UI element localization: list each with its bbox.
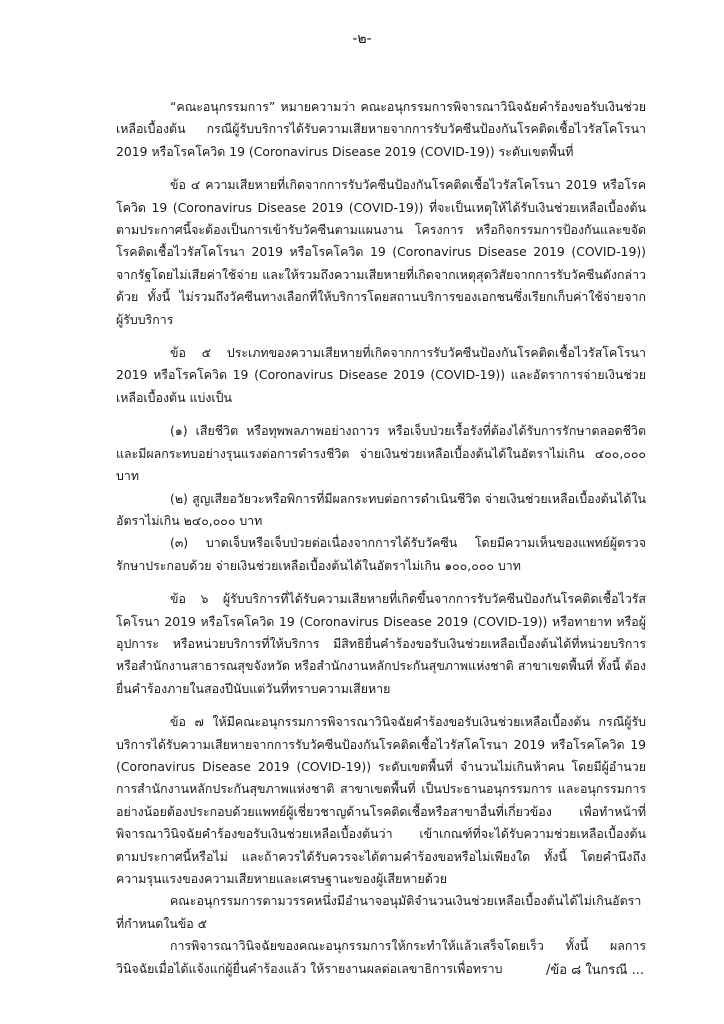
definition-paragraph: “คณะอนุกรรมการ” หมายความว่า คณะอนุกรรมการพิจารณาวินิจฉัยคำร้องขอรับเงินช่วยเหลือเบื้องต้น กรณีผู้รับบริการได้รับความเสียหายจากการรับวัคซีนป้องกันโรคติดเชื้อไวรัสโคโรนา 2019 หรือโรคโควิด 19 (Coronavirus Disease 2019 (COVID-19)) ระดับเขตพื้นที่: [116, 99, 646, 159]
clause-6: ข้อ ๖ ผู้รับบริการที่ได้รับความเสียหายที่เกิดขึ้นจากการรับวัคซีนป้องกันโรคติดเชื้อไวรัสโคโรนา 2019 หรือโรคโควิด 19 (Coronavirus Disease 2019 (COVID-19)) หรือทายาท หรือผู้อุปการะ หรือหน่วยบริการที่ให้บริการ มีสิทธิยื่นคำร้องขอรับเงินช่วยเหลือเบื้องต้นได้ที่หน่วยบริการ หรือสำนักงานสาธารณสุขจังหวัด หรือสำนักงานหลักประกันสุขภาพแห่งชาติ สาขาเขตพื้นที่ ทั้งนี้ ต้องยื่นคำร้องภายในสองปีนับแต่วันที่ทราบความเสียหาย: [116, 591, 646, 696]
clause-5: ข้อ ๕ ประเภทของความเสียหายที่เกิดจากการรับวัคซีนป้องกันโรคติดเชื้อไวรัสโคโรนา 2019 หรือโรคโควิด 19 (Coronavirus Disease 2019 (COVID-19)) และอัตราการจ่ายเงินช่วยเหลือเบื้องต้น แบ่งเป็น: [116, 345, 646, 405]
clause-5-item-2: (๒) สูญเสียอวัยวะหรือพิการที่มีผลกระทบต่อการดำเนินชีวิต จ่ายเงินช่วยเหลือเบื้องต้นได้ในอัตราไม่เกิน ๒๔๐,๐๐๐ บาท: [116, 490, 646, 528]
clause-7-paragraph-3: การพิจารณาวินิจฉัยของคณะอนุกรรมการให้กระทำให้แล้วเสร็จโดยเร็ว ทั้งนี้ ผลการวินิจฉัยเมื่อได้แจ้งแก่ผู้ยื่นคำร้องแล้ว ให้รายงานผลต่อเลขาธิการเพื่อทราบ: [116, 938, 646, 976]
clause-5-item-3: (๓) บาดเจ็บหรือเจ็บป่วยต่อเนื่องจากการได้รับวัคซีน โดยมีความเห็นของแพทย์ผู้ตรวจรักษาประกอบด้วย จ่ายเงินช่วยเหลือเบื้องต้นได้ในอัตราไม่เกิน ๑๐๐,๐๐๐ บาท: [116, 535, 646, 573]
document-body: [116, 96, 646, 980]
clause-7: ข้อ ๗ ให้มีคณะอนุกรรมการพิจารณาวินิจฉัยคำร้องขอรับเงินช่วยเหลือเบื้องต้น กรณีผู้รับบริการได้รับความเสียหายจากการรับวัคซีนป้องกันโรคติดเชื้อไวรัสโคโรนา 2019 หรือโรคโควิด 19 (Coronavirus Disease 2019 (COVID-19)) ระดับเขตพื้นที่ จำนวนไม่เกินห้าคน โดยมีผู้อำนวยการสำนักงานหลักประกันสุขภาพแห่งชาติ สาขาเขตพื้นที่ เป็นประธานอนุกรรมการ และอนุกรรมการอย่างน้อยต้องประกอบด้วยแพทย์ผู้เชี่ยวชาญด้านโรคติดเชื้อหรือสาขาอื่นที่เกี่ยวข้อง เพื่อทำหน้าที่พิจารณาวินิจฉัยคำร้องขอรับเงินช่วยเหลือเบื้องต้นว่า เข้าเกณฑ์ที่จะได้รับความช่วยเหลือเบื้องต้นตามประกาศนี้หรือไม่ และถ้าควรได้รับควรจะได้ตามคำร้องขอหรือไม่เพียงใด ทั้งนี้ โดยคำนึงถึงความรุนแรงของความเสียหายและเศรษฐานะของผู้เสียหายด้วย: [116, 714, 646, 886]
clause-4: ข้อ ๔ ความเสียหายที่เกิดจากการรับวัคซีนป้องกันโรคติดเชื้อไวรัสโคโรนา 2019 หรือโรคโควิด 19 (Coronavirus Disease 2019 (COVID-19)) ที่จะเป็นเหตุให้ได้รับเงินช่วยเหลือเบื้องต้นตามประกาศนี้จะต้องเป็นการเข้ารับวัคซีนตามแผนงาน โครงการ หรือกิจกรรมการป้องกันและขจัดโรคติดเชื้อไวรัสโคโรนา 2019 หรือโรคโควิด 19 (Coronavirus Disease 2019 (COVID-19)) จากรัฐโดยไม่เสียค่าใช้จ่าย และให้รวมถึงความเสียหายที่เกิดจากเหตุสุดวิสัยจากการรับวัคซีนดังกล่าวด้วย ทั้งนี้ ไม่รวมถึงวัคซีนทางเลือกที่ให้บริการโดยสถานบริการของเอกชนซึ่งเรียกเก็บค่าใช้จ่ายจากผู้รับบริการ: [116, 177, 646, 327]
clause-7-paragraph-2: คณะอนุกรรมการตามวรรคหนึ่งมีอำนาจอนุมัติจำนวนเงินช่วยเหลือเบื้องต้นได้ไม่เกินอัตราที่กำหนดในข้อ ๕: [116, 893, 642, 931]
continuation-note: /ข้อ ๘ ในกรณี ...: [545, 963, 644, 978]
clause-5-item-1: (๑) เสียชีวิต หรือทุพพลภาพอย่างถาวร หรือเจ็บป่วยเรื้อรังที่ต้องได้รับการรักษาตลอดชีวิต และมีผลกระทบอย่างรุนแรงต่อการดำรงชีวิต จ่ายเงินช่วยเหลือเบื้องต้นได้ในอัตราไม่เกิน ๔๐๐,๐๐๐ บาท: [116, 423, 646, 484]
page-number: -๒-: [352, 31, 372, 47]
